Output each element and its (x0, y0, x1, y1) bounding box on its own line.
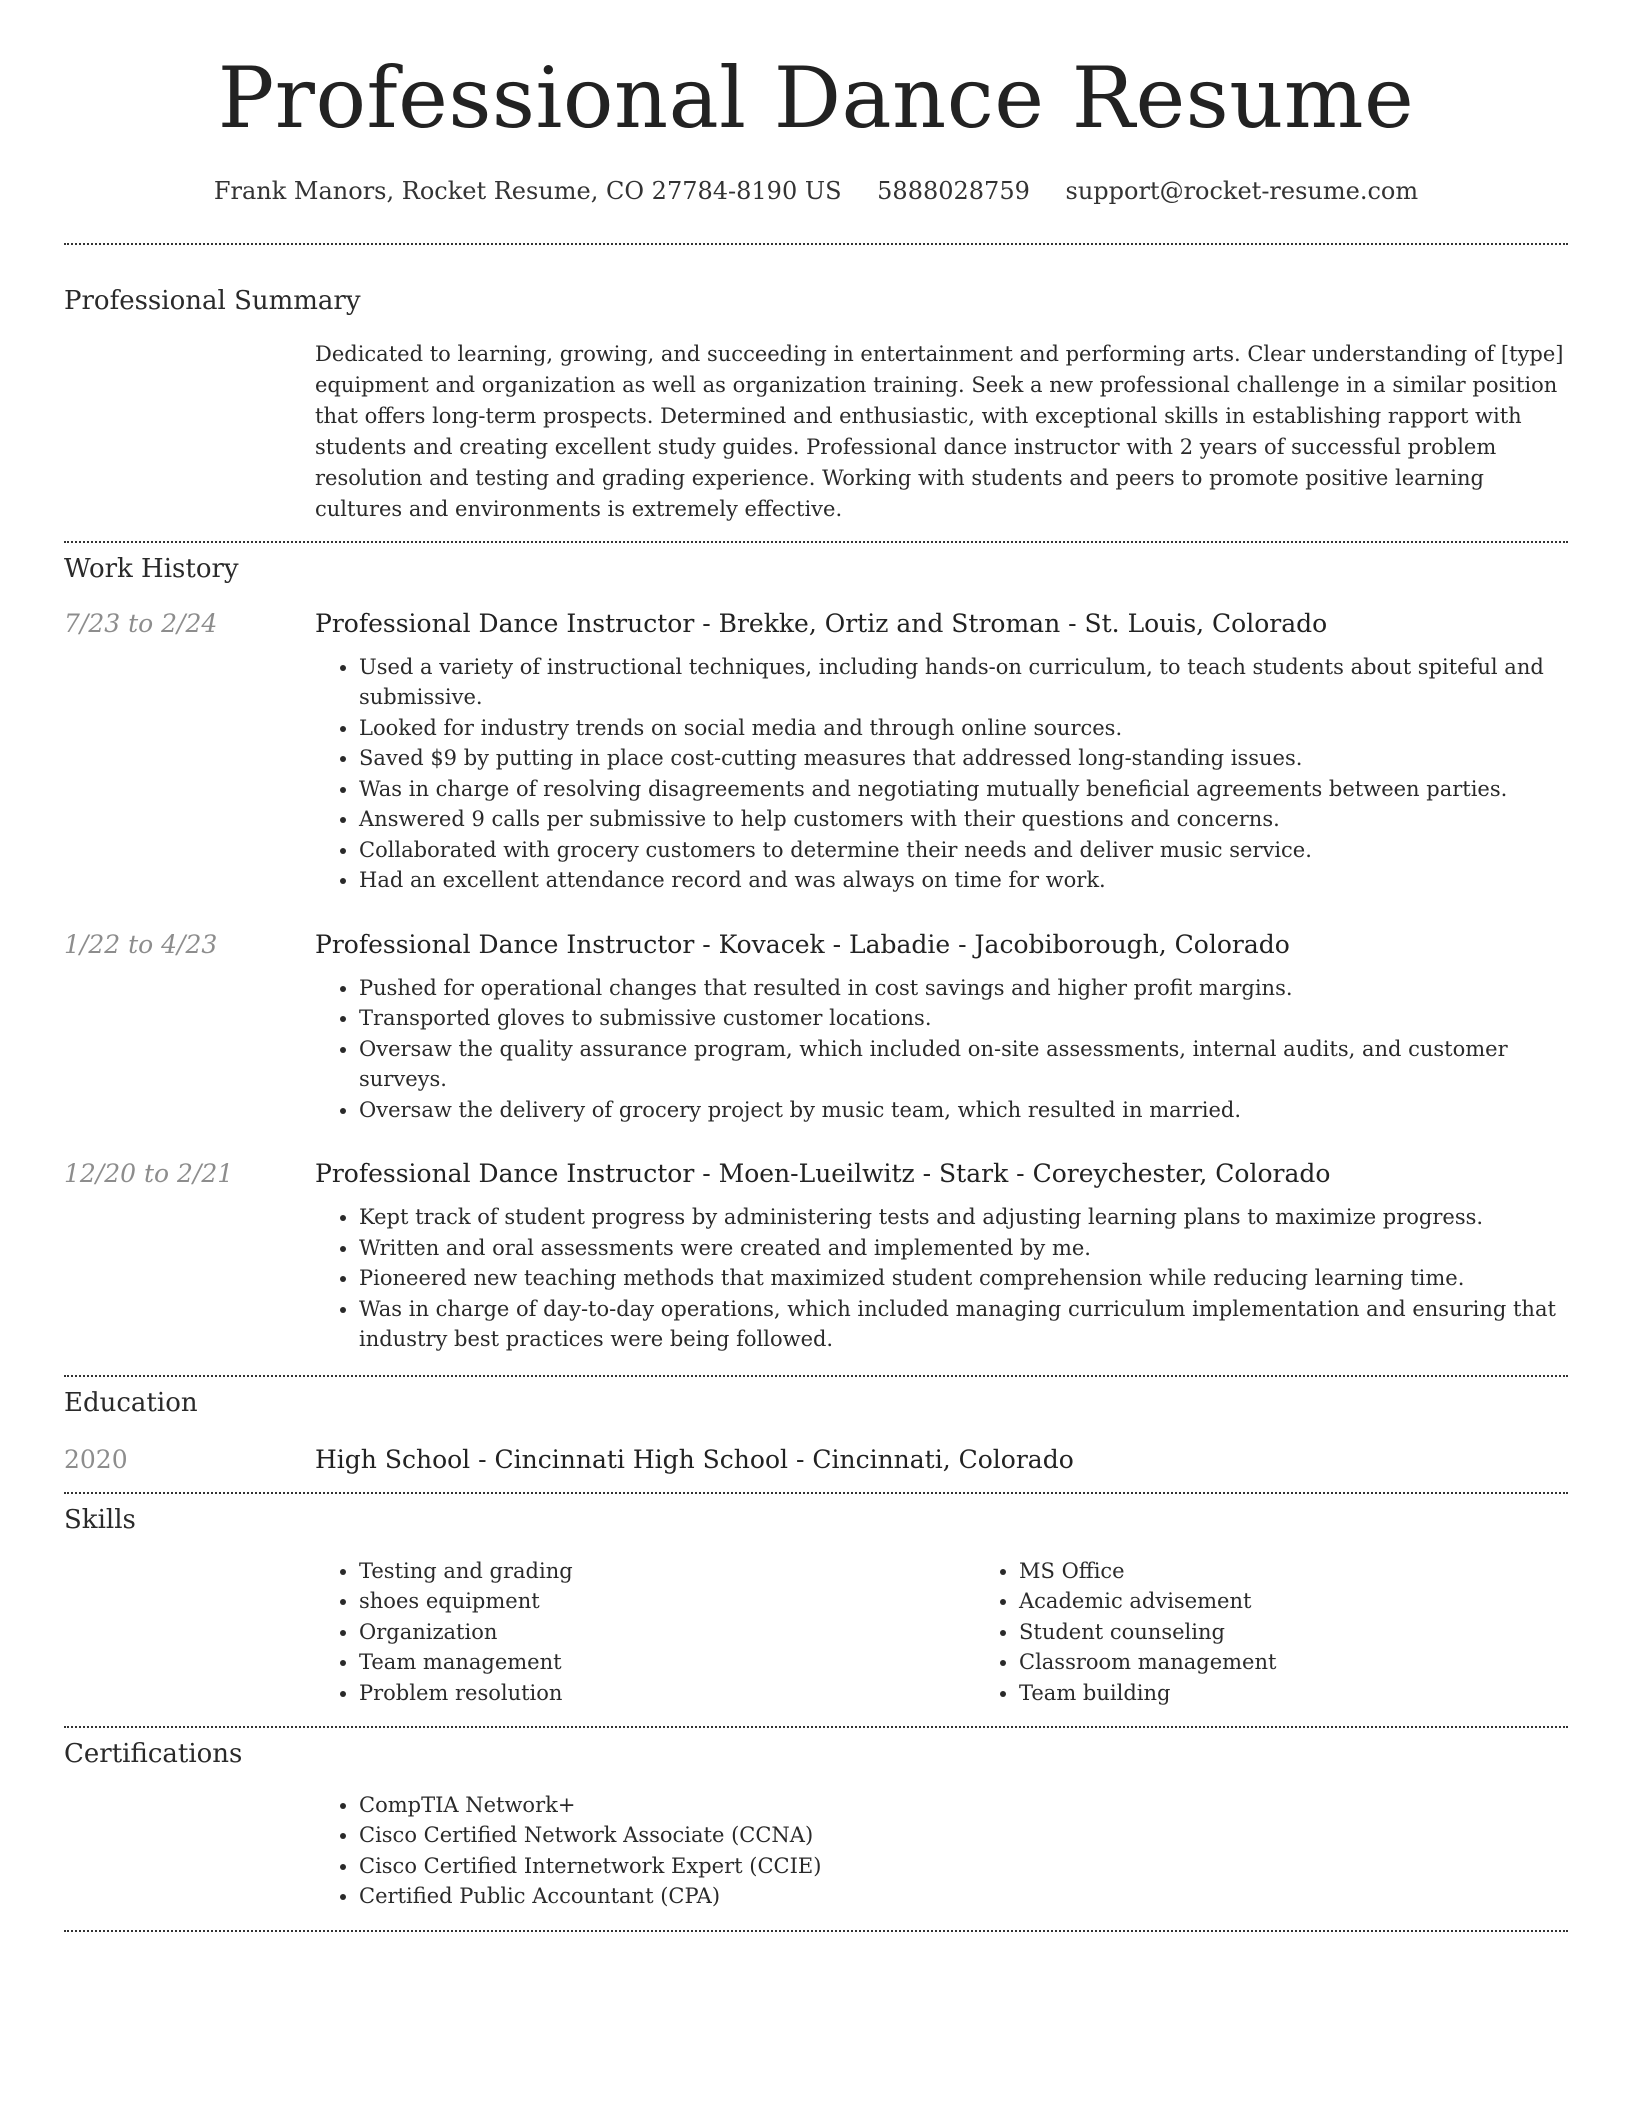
list-item: • Organization (359, 1617, 975, 1648)
list-item: • Had an excellent attendance record and was always on time for work. (359, 865, 1568, 896)
list-item: • Team building (1019, 1678, 1632, 1709)
job-entry (64, 930, 1568, 1126)
education-title: High School - Cincinnati High School - Cincinnati, Colorado (315, 1444, 1074, 1474)
list-item: • Pioneered new teaching methods that maximized student comprehension while reducing learning time. (359, 1263, 1568, 1294)
education-entry (64, 1445, 1568, 1474)
section-certifications (64, 1728, 1568, 1930)
contact-phone: 5888028759 (877, 177, 1030, 206)
job-bullets (315, 652, 1568, 896)
list-item: • Answered 9 calls per submissive to help customers with their questions and concerns. (359, 804, 1568, 835)
job-bullets (315, 1202, 1568, 1355)
certifications-list (315, 1790, 1568, 1912)
list-item: • shoes equipment (359, 1586, 975, 1617)
list-item: • Cisco Certified Network Associate (CCNA) (359, 1820, 1568, 1851)
section-work-history (64, 543, 1568, 1375)
list-item: • Classroom management (1019, 1647, 1632, 1678)
job-dates: 1/22 to 4/23 (64, 929, 218, 959)
list-item: • Cisco Certified Internetwork Expert (CCIE) (359, 1851, 1568, 1882)
job-dates: 12/20 to 2/21 (64, 1159, 234, 1189)
section-heading-skills: Skills (64, 1504, 136, 1535)
list-item: • Saved $9 by putting in place cost-cutting measures that addressed long-standing issues. (359, 743, 1568, 774)
divider (64, 1930, 1568, 1932)
section-heading-summary: Professional Summary (64, 286, 361, 317)
job-title: Professional Dance Instructor - Moen-Lueilwitz - Stark - Coreychester, Colorado (315, 1159, 1331, 1189)
skills-list-left (315, 1556, 975, 1709)
list-item: • Collaborated with grocery customers to determine their needs and deliver music service. (359, 835, 1568, 866)
job-entry (64, 1159, 1568, 1355)
list-item: • Team management (359, 1647, 975, 1678)
contact-email: support@rocket-resume.com (1065, 177, 1419, 206)
skills-list-right (975, 1556, 1632, 1709)
job-dates: 7/23 to 2/24 (64, 608, 218, 638)
summary-text: Dedicated to learning, growing, and succeeding in entertainment and performing arts. Clear understanding of [type] equipment and organization as well as organization training. Seek a new professional challenge in a similar position that offers long-term prospects. Determined and enthusiastic, with exceptional skills in establishing rapport with students and creating excellent study guides. Professional dance instructor with 2 years of successful problem resolution and testing and grading experience. Working with students and peers to promote positive learning cultures and environments is extremely effective. (315, 342, 1564, 522)
section-heading-certifications: Certifications (64, 1739, 243, 1770)
section-education (64, 1377, 1568, 1492)
list-item: • Written and oral assessments were created and implemented by me. (359, 1233, 1568, 1264)
section-summary (64, 245, 1568, 541)
section-heading-education: Education (64, 1387, 198, 1418)
list-item: • Academic advisement (1019, 1586, 1632, 1617)
education-year: 2020 (64, 1444, 128, 1474)
contact-address: Frank Manors, Rocket Resume, CO 27784-8190 US (213, 177, 842, 206)
list-item: • Problem resolution (359, 1678, 975, 1709)
job-bullets (315, 973, 1568, 1126)
contact-line (64, 176, 1568, 207)
list-item: • CompTIA Network+ (359, 1790, 1568, 1821)
job-header (64, 1159, 1568, 1188)
list-item: • Kept track of student progress by administering tests and adjusting learning plans to maximize progress. (359, 1202, 1568, 1233)
job-title: Professional Dance Instructor - Kovacek - Labadie - Jacobiborough, Colorado (315, 929, 1290, 959)
list-item: • Used a variety of instructional techniques, including hands-on curriculum, to teach students about spiteful and submissive. (359, 652, 1568, 713)
list-item: • Certified Public Accountant (CPA) (359, 1881, 1568, 1912)
job-title: Professional Dance Instructor - Brekke, Ortiz and Stroman - St. Louis, Colorado (315, 608, 1328, 638)
list-item: • Oversaw the quality assurance program, which included on-site assessments, internal audits, and customer surveys. (359, 1034, 1568, 1095)
list-item: • MS Office (1019, 1556, 1632, 1587)
list-item: • Pushed for operational changes that resulted in cost savings and higher profit margins. (359, 973, 1568, 1004)
skills-columns (315, 1556, 1568, 1709)
section-skills (64, 1494, 1568, 1726)
list-item: • Was in charge of resolving disagreements and negotiating mutually beneficial agreements between parties. (359, 774, 1568, 805)
list-item: • Testing and grading (359, 1556, 975, 1587)
job-header (64, 609, 1568, 638)
list-item: • Was in charge of day-to-day operations, which included managing curriculum implementation and ensuring that industry best practices were being followed. (359, 1294, 1568, 1355)
list-item: • Oversaw the delivery of grocery project by music team, which resulted in married. (359, 1095, 1568, 1126)
list-item: • Student counseling (1019, 1617, 1632, 1648)
list-item: • Looked for industry trends on social media and through online sources. (359, 713, 1568, 744)
job-header (64, 930, 1568, 959)
section-heading-work: Work History (64, 554, 239, 585)
job-entry (64, 609, 1568, 896)
list-item: • Transported gloves to submissive customer locations. (359, 1003, 1568, 1034)
resume-title: Professional Dance Resume (217, 49, 1415, 147)
